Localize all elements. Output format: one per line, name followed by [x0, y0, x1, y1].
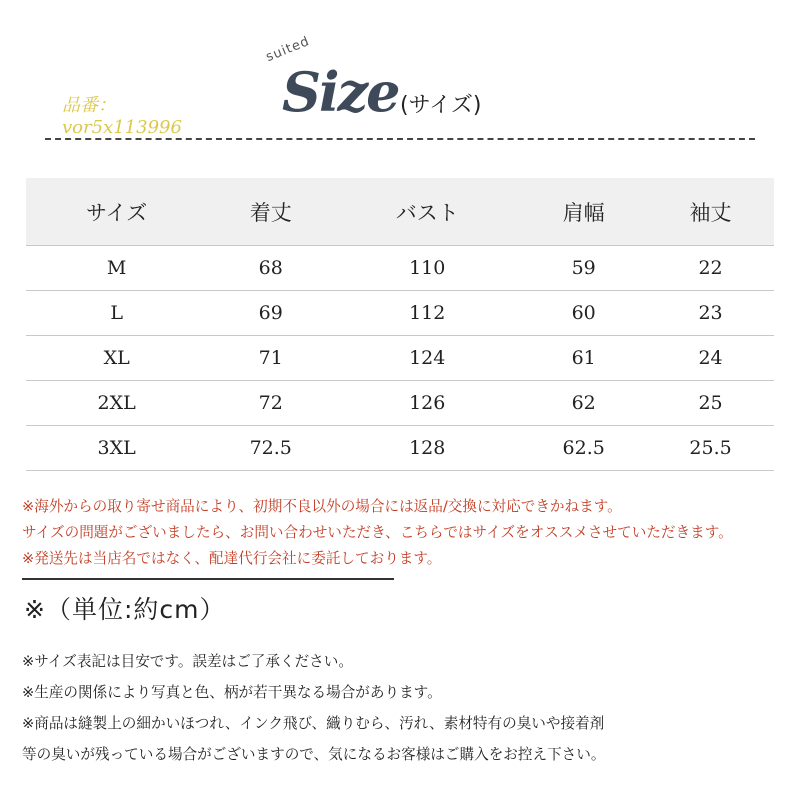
table-cell: 71 [207, 336, 334, 381]
general-notes [22, 646, 782, 770]
table-cell: 22 [647, 246, 774, 291]
table-cell: 25 [647, 381, 774, 426]
table-cell: 25.5 [647, 426, 774, 471]
watermark-label: 品番： [62, 95, 116, 116]
table-cell: 72 [207, 381, 334, 426]
table-cell: 62.5 [520, 426, 647, 471]
general-note: ※サイズ表記は目安です。誤差はご了承ください。 [22, 653, 353, 670]
table-cell: 62 [520, 381, 647, 426]
size-subtitle: (サイズ) [400, 93, 482, 118]
general-note: 等の臭いが残っている場合がございますので、気になるお客様はご購入をお控え下さい。 [22, 746, 606, 763]
product-code-watermark [62, 95, 182, 139]
warning-note: ※海外からの取り寄せ商品により、初期不良以外の場合には返品/交換に対応できかねます。 [22, 498, 622, 515]
table-cell: 24 [647, 336, 774, 381]
table-cell: 110 [334, 246, 520, 291]
header-divider [45, 138, 755, 140]
table-cell: 124 [334, 336, 520, 381]
column-header-length: 着丈 [207, 178, 334, 246]
section-divider [22, 578, 394, 580]
table-cell: 61 [520, 336, 647, 381]
size-title: Size [282, 60, 399, 124]
table-cell: 128 [334, 426, 520, 471]
table-cell: M [26, 246, 207, 291]
table-cell: L [26, 291, 207, 336]
column-header-sleeve: 袖丈 [647, 178, 774, 246]
warning-note: サイズの問題がございましたら、お問い合わせいただき、こちらではサイズをオススメさせていただきます。 [22, 524, 733, 541]
table-cell: 68 [207, 246, 334, 291]
table-cell: XL [26, 336, 207, 381]
table-cell: 112 [334, 291, 520, 336]
table-cell: 23 [647, 291, 774, 336]
column-header-bust: バスト [334, 178, 520, 246]
suited-label: suited [263, 33, 313, 66]
table-cell: 126 [334, 381, 520, 426]
table-row [26, 291, 774, 336]
warning-notes [22, 494, 782, 572]
size-table [26, 178, 774, 471]
general-note: ※生産の関係により写真と色、柄が若干異なる場合があります。 [22, 684, 442, 701]
table-row [26, 381, 774, 426]
warning-note: ※発送先は当店名ではなく、配達代行会社に委託しております。 [22, 550, 442, 567]
unit-label: ※（単位:約cm） [24, 595, 226, 624]
table-cell: 69 [207, 291, 334, 336]
table-row [26, 336, 774, 381]
table-row [26, 426, 774, 471]
table-cell: 59 [520, 246, 647, 291]
general-note: ※商品は縫製上の細かいほつれ、インク飛び、織りむら、汚れ、素材特有の臭いや接着剤 [22, 715, 605, 732]
table-cell: 72.5 [207, 426, 334, 471]
table-cell: 3XL [26, 426, 207, 471]
column-header-size: サイズ [26, 178, 207, 246]
watermark-code: vor5x113996 [62, 117, 182, 138]
table-cell: 2XL [26, 381, 207, 426]
table-row [26, 246, 774, 291]
table-header-row [26, 178, 774, 246]
column-header-shoulder: 肩幅 [520, 178, 647, 246]
table-cell: 60 [520, 291, 647, 336]
